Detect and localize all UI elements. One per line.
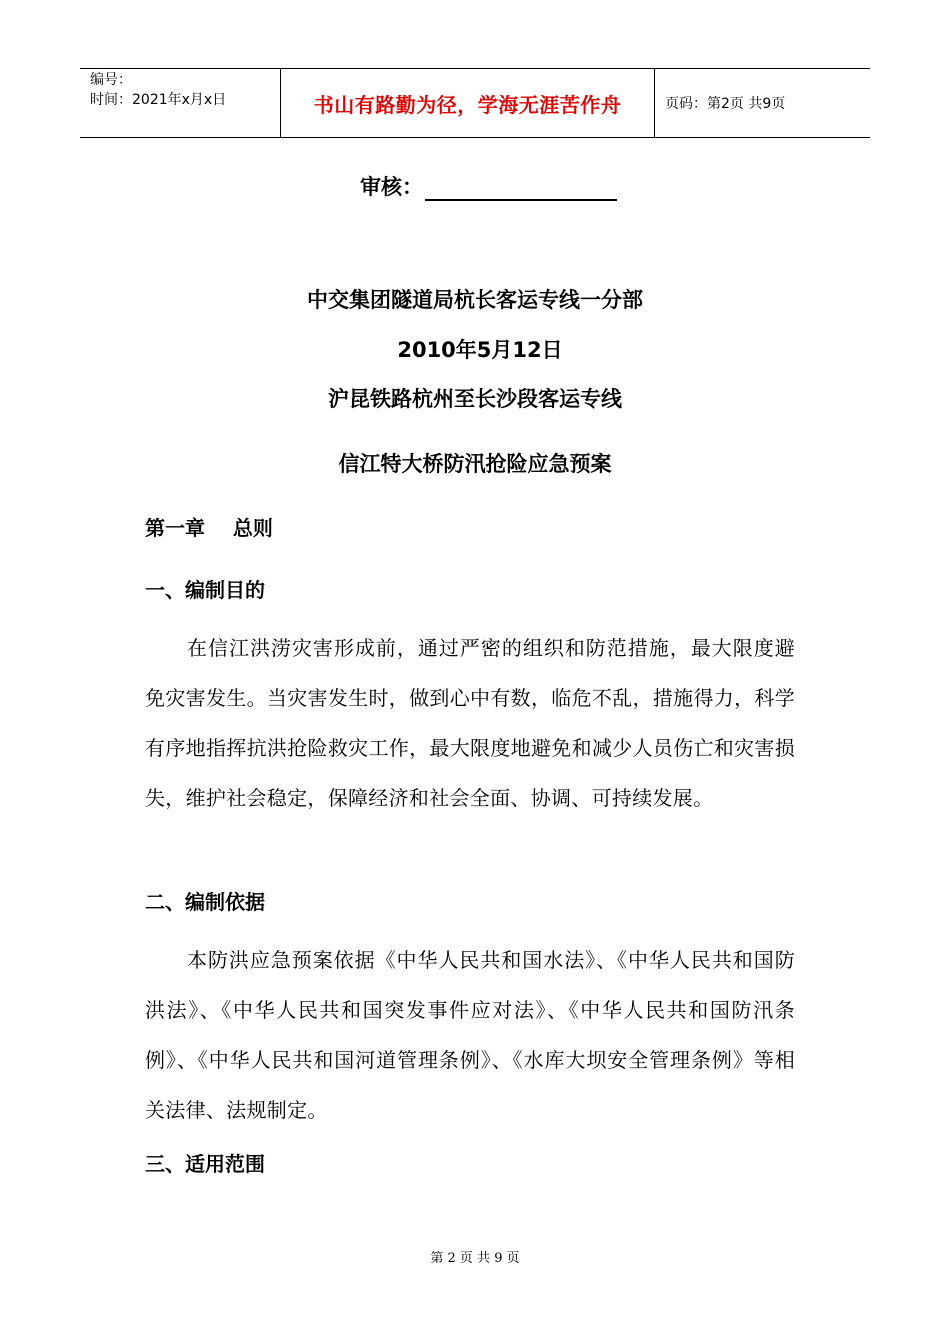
review-field [360, 171, 617, 201]
chapter-heading: 第一章 总则 [145, 516, 273, 540]
title-line-1: 沪昆铁路杭州至长沙段客运专线 [328, 387, 622, 411]
section-heading: 二、编制依据 [145, 890, 265, 914]
section-heading: 三、适用范围 [145, 1152, 265, 1176]
section-paragraph: 本防洪应急预案依据《中华人民共和国水法》、《中华人民共和国防洪法》、《中华人民共和国突发事件应对法》、《中华人民共和国防汛条例》、《中华人民共和国河道管理条例》、《水库大坝安全管理条例》等相关法律、法规制定。 [145, 948, 795, 1122]
section-paragraph: 在信江洪涝灾害形成前，通过严密的组织和防范措施，最大限度避免灾害发生。当灾害发生时，做到心中有数，临危不乱，措施得力，科学有序地指挥抗洪抢险救灾工作，最大限度地避免和减少人员伤亡和灾害损失，维护社会稳定，保障经济和社会全面、协调、可持续发展。 [145, 636, 795, 810]
document-date: 2010年5月12日 [397, 338, 563, 362]
review-label: 审核： [360, 175, 423, 199]
page-footer: 第 2 页 共 9 页 [430, 1251, 520, 1266]
page-code: 页码：第2页 共9页 [665, 96, 786, 112]
motto: 书山有路勤为径，学海无涯苦作舟 [281, 69, 655, 137]
review-signature-line [425, 177, 617, 201]
time-label: 时间：2021年x月x日 [90, 92, 227, 108]
organization-name: 中交集团隧道局杭长客运专线一分部 [307, 288, 643, 312]
page-header [80, 68, 870, 138]
number-label: 编号： [90, 72, 132, 88]
section-heading: 一、编制目的 [145, 578, 265, 602]
title-line-2: 信江特大桥防汛抢险应急预案 [338, 452, 612, 476]
header-info-cell [80, 69, 281, 137]
